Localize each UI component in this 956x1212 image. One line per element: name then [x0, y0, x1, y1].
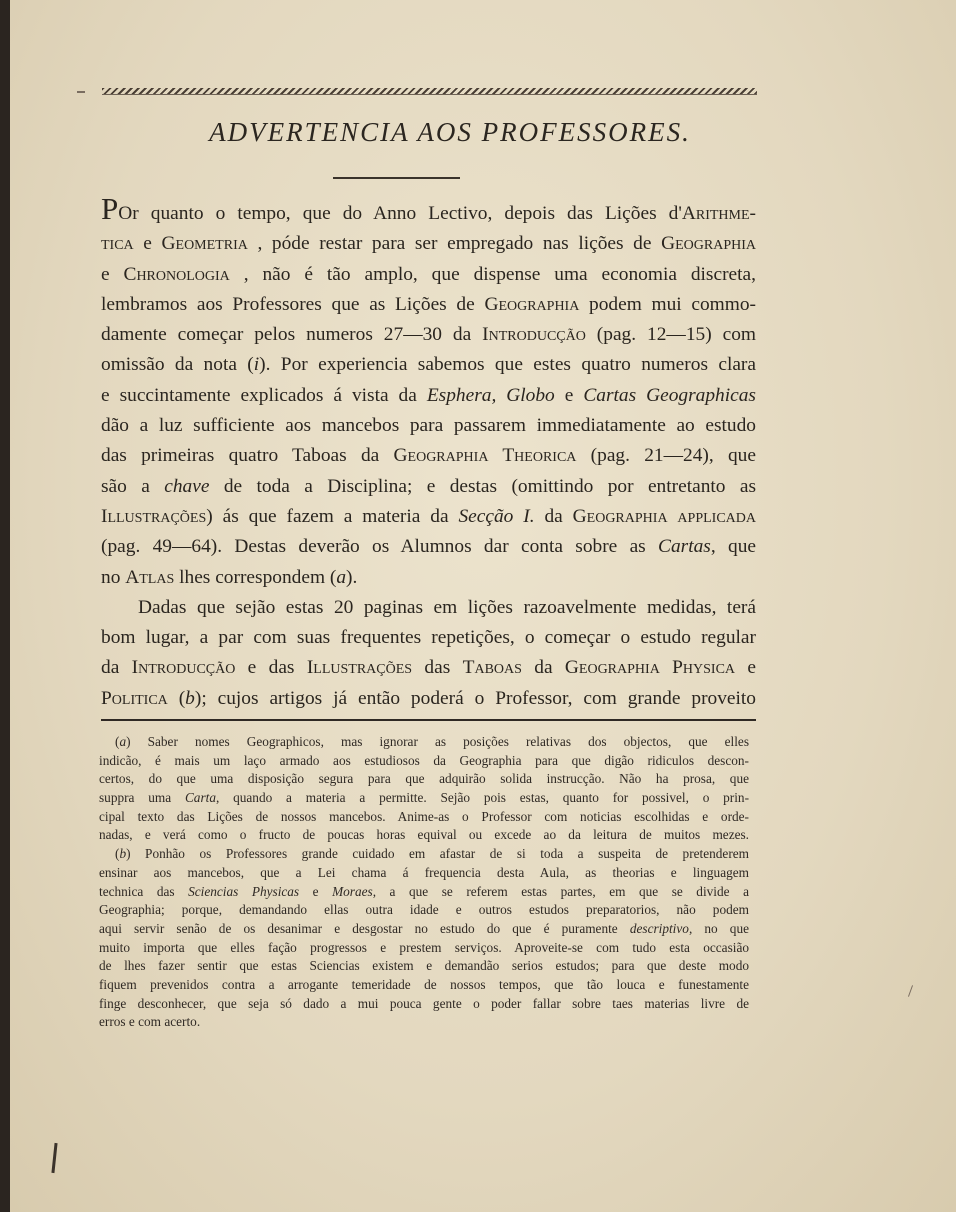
body-text: [101, 199, 756, 714]
notes-line: muito importa que elles fação progressos e prestem serviços. Aproveite-se com tudo esta occasião: [99, 939, 749, 955]
notes-line: cipal texto das Lições de nossos mancebos. Anime-as o Professor com noticias escolhidas e orde-: [99, 808, 749, 824]
notes-line: ensinar aos mancebos, que a Lei chama á frequencia desta Aula, as theorias e linguagem: [99, 864, 749, 880]
notes-line: (a) Saber nomes Geographicos, mas ignorar as posições relativas dos objectos, que elles: [115, 734, 749, 749]
body-line: e succintamente explicados á vista da Esphera, Globo e Cartas Geographicas: [101, 384, 756, 406]
header-ornament-rule: [102, 88, 757, 95]
notes-line: (b) Ponhão os Professores grande cuidado em afastar de si toda a suspeita de pretenderem: [115, 846, 749, 862]
body-line: dão a luz sufficiente aos mancebos para passarem immediatamente ao estudo: [101, 415, 756, 437]
notes-line: Geographia; porque, demandando ellas outra idade e outros estudos preparatorios, não podem: [99, 902, 749, 918]
notes-line: fiquem prevenidos contra a arrogante temeridade de nossos tempos, que tão louca e funestamente: [99, 976, 749, 992]
body-line: omissão da nota (i). Por experiencia sabemos que estes quatro numeros clara: [101, 354, 756, 376]
body-line: (pag. 49—64). Destas deverão os Alumnos dar conta sobre as Cartas, que: [101, 536, 756, 558]
margin-dash: [77, 91, 85, 93]
notes-line: nadas, e verá como o fructo de poucas horas equival ou excede ao da leitura de muitos mezes.: [99, 827, 749, 843]
body-line: Illustrações) ás que fazem a materia da Secção I. da Geographia applicada: [101, 505, 756, 527]
body-line: no Atlas lhes correspondem (a).: [101, 566, 358, 588]
body-line: são a chave de toda a Disciplina; e destas (omittindo por entretanto as: [101, 475, 756, 497]
notes-line: aqui servir senão de os desanimar e desgostar no estudo do que é puramente descriptivo, no que: [99, 920, 749, 936]
margin-ink-mark: [51, 1143, 57, 1173]
notes-line: indicão, é mais um laço armado aos estudiosos da Geographia para que digão ridiculos descon-: [99, 752, 749, 768]
body-line: damente começar pelos numeros 27—30 da Introducção (pag. 12—15) com: [101, 324, 756, 346]
body-line: das primeiras quatro Taboas da Geographia Theorica (pag. 21—24), que: [101, 445, 756, 467]
body-line: lembramos aos Professores que as Lições de Geographia podem mui commo-: [101, 293, 756, 315]
body-line: tica e Geometria , póde restar para ser empregado nas lições de Geographia: [101, 233, 756, 255]
notes-line: technica das Sciencias Physicas e Moraes, a que se referem estas partes, em que se divide a: [99, 883, 749, 899]
notes-line: de lhes fazer sentir que estas Sciencias existem e demandão serios estudos; para que deste modo: [99, 958, 749, 974]
notes-line: certos, do que uma disposição segura para que adquirão solida instrucção. Não ha prosa, que: [99, 771, 749, 787]
notes-line: finge desconhecer, que seja só dado a mui pouca gente o poder fallar sobre taes materias livre de: [99, 995, 749, 1011]
footnotes: [99, 733, 749, 1032]
footnote-rule: [101, 719, 756, 721]
title-rule: [333, 177, 460, 179]
page-title: ADVERTENCIA AOS PROFESSORES.: [209, 117, 691, 147]
body-line: Dadas que sejão estas 20 paginas em lições razoavelmente medidas, terá: [138, 596, 756, 618]
ink-mark: [908, 985, 913, 997]
body-line: bom lugar, a par com suas frequentes repetições, o começar o estudo regular: [101, 627, 756, 649]
body-line: POr quanto o tempo, que do Anno Lectivo, depois das Lições d'Arithme-: [101, 199, 756, 229]
body-line: Politica (b); cujos artigos já então poderá o Professor, com grande proveito: [101, 687, 756, 709]
book-page: [10, 0, 956, 1212]
body-line: da Introducção e das Illustrações das Taboas da Geographia Physica e: [101, 657, 756, 679]
notes-line: erros e com acerto.: [99, 1014, 201, 1030]
drop-cap: P: [101, 199, 119, 226]
body-line: e Chronologia , não é tão amplo, que dispense uma economia discreta,: [101, 263, 756, 285]
notes-line: suppra uma Carta, quando a materia a permitte. Sejão pois estas, quanto for possivel, o prin-: [99, 790, 749, 806]
